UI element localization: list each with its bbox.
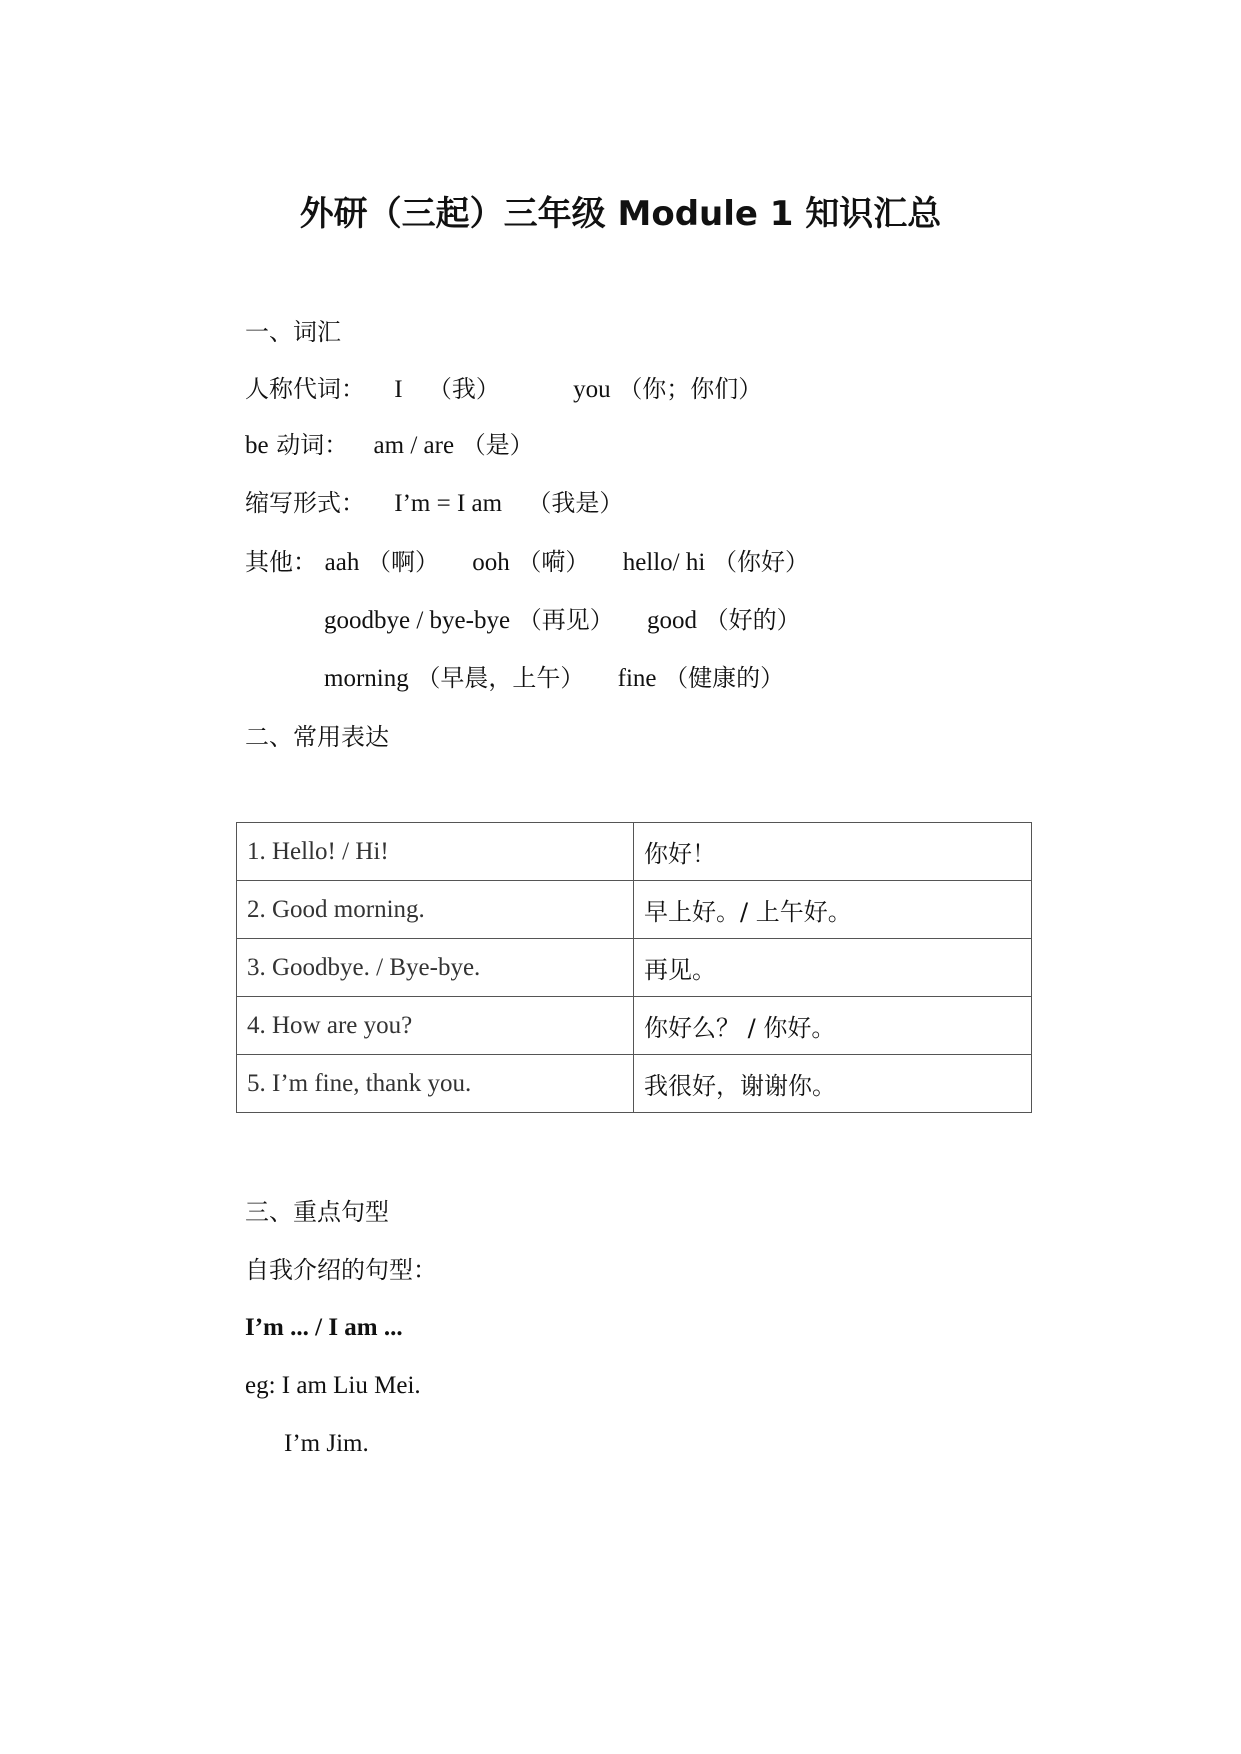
example-sentence-2: I’m Jim. bbox=[284, 1430, 369, 1457]
contraction-meaning: （我是） bbox=[527, 489, 624, 517]
table-row bbox=[237, 997, 1032, 1055]
be-verbs-label-en: be bbox=[245, 432, 269, 459]
be-verbs-items: am / are bbox=[373, 432, 455, 459]
section-heading-vocabulary: 一、词汇 bbox=[245, 318, 341, 346]
pronoun-i-meaning: （我） bbox=[427, 375, 500, 403]
self-intro-label: 自我介绍的句型： bbox=[245, 1256, 437, 1284]
example-sentence-1: eg: I am Liu Mei. bbox=[245, 1372, 421, 1399]
be-verbs-meaning: （是） bbox=[461, 431, 534, 459]
word-goodbye-meaning: （再见） bbox=[517, 606, 614, 634]
be-verbs-label-cn: 动词： bbox=[276, 431, 349, 459]
word-fine: fine bbox=[617, 665, 657, 692]
contraction-line bbox=[245, 486, 623, 521]
others-line-1 bbox=[245, 545, 809, 580]
expression-english: 4. How are you? bbox=[237, 997, 634, 1055]
others-line-3 bbox=[324, 661, 784, 696]
word-hello-hi: hello/ hi bbox=[622, 549, 706, 576]
word-aah: aah bbox=[324, 549, 360, 576]
word-aah-meaning: （啊） bbox=[366, 548, 439, 576]
table-row bbox=[237, 939, 1032, 997]
table-row bbox=[237, 1055, 1032, 1113]
pronoun-you: you bbox=[573, 376, 611, 403]
pronoun-you-meaning: （你；你们） bbox=[618, 375, 763, 403]
expressions-table bbox=[236, 822, 1032, 1113]
expression-chinese: 你好么？ / 你好。 bbox=[634, 997, 1032, 1055]
others-label: 其他： bbox=[245, 548, 317, 576]
others-line-2 bbox=[324, 603, 801, 638]
pronoun-i: I bbox=[394, 376, 403, 403]
expression-english: 5. I’m fine, thank you. bbox=[237, 1055, 634, 1113]
word-fine-meaning: （健康的） bbox=[664, 664, 785, 692]
be-verbs-line bbox=[245, 428, 534, 463]
contraction-form: I’m = I am bbox=[394, 490, 503, 517]
section-heading-expressions: 二、常用表达 bbox=[245, 723, 389, 751]
word-good-meaning: （好的） bbox=[704, 606, 801, 634]
expression-chinese: 你好！ bbox=[634, 823, 1032, 881]
table-row bbox=[237, 823, 1032, 881]
word-ooh-meaning: （嗬） bbox=[517, 548, 590, 576]
expression-english: 2. Good morning. bbox=[237, 881, 634, 939]
expression-chinese: 早上好。/ 上午好。 bbox=[634, 881, 1032, 939]
page-title: 外研（三起）三年级 Module 1 知识汇总 bbox=[299, 194, 942, 234]
word-good: good bbox=[646, 607, 697, 634]
expression-chinese: 我很好，谢谢你。 bbox=[634, 1055, 1032, 1113]
word-ooh: ooh bbox=[472, 549, 510, 576]
expression-english: 1. Hello! / Hi! bbox=[237, 823, 634, 881]
expression-chinese: 再见。 bbox=[634, 939, 1032, 997]
word-hello-hi-meaning: （你好） bbox=[712, 548, 809, 576]
section-heading-sentence-patterns: 三、重点句型 bbox=[245, 1198, 389, 1226]
word-morning-meaning: （早晨，上午） bbox=[416, 664, 585, 692]
personal-pronouns-line bbox=[245, 372, 762, 407]
contraction-label: 缩写形式： bbox=[245, 489, 365, 517]
sentence-pattern: I’m ... / I am ... bbox=[245, 1314, 403, 1341]
personal-pronouns-label: 人称代词： bbox=[245, 375, 365, 403]
word-goodbye: goodbye / bye-bye bbox=[324, 607, 511, 634]
word-morning: morning bbox=[324, 665, 409, 692]
expression-english: 3. Goodbye. / Bye-bye. bbox=[237, 939, 634, 997]
table-row bbox=[237, 881, 1032, 939]
